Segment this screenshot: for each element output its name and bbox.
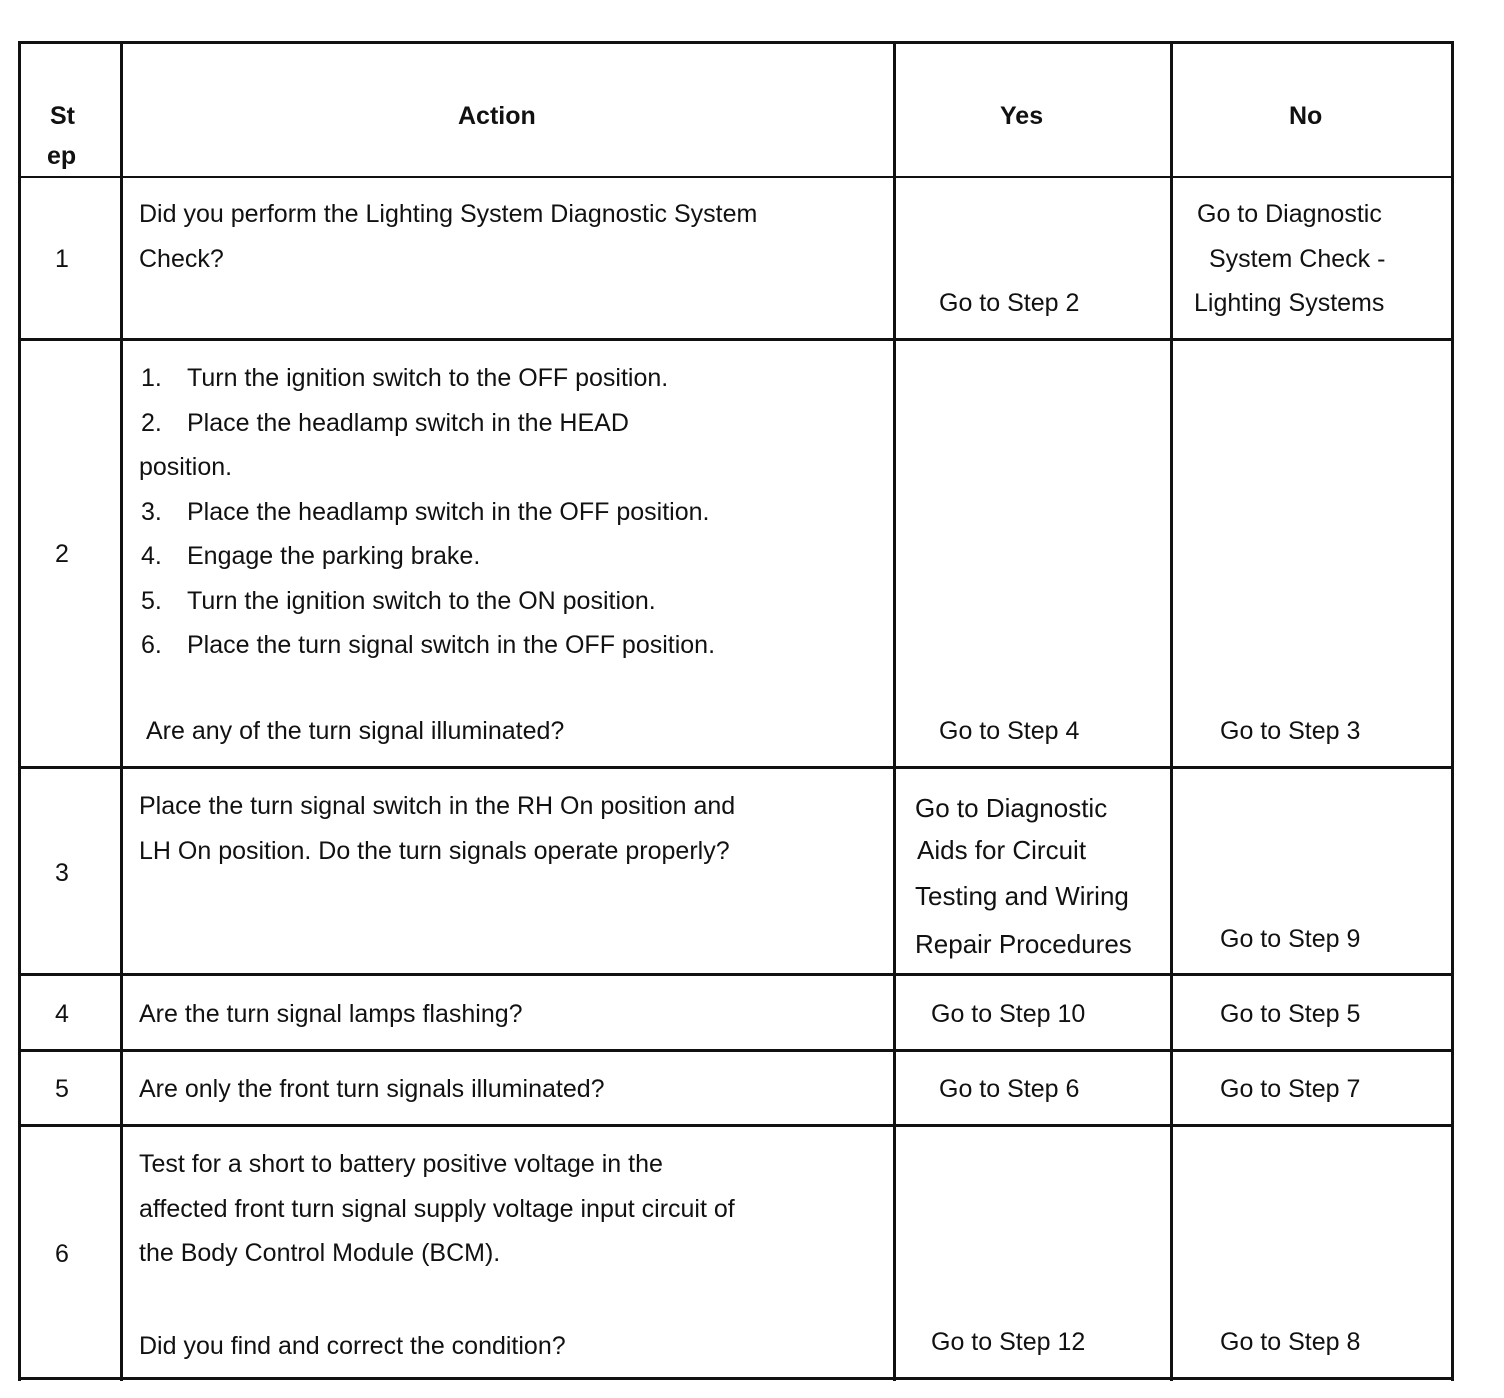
action-text: Are only the front turn signals illuminated? (139, 1075, 605, 1103)
row-divider (18, 1049, 1454, 1052)
question-text: Are any of the turn signal illuminated? (146, 717, 565, 745)
list-item: position. (139, 453, 233, 481)
yes-link[interactable]: Go to Step 2 (939, 289, 1080, 317)
header-no: No (1289, 102, 1323, 130)
row-divider (18, 176, 1454, 178)
header-yes: Yes (1000, 102, 1044, 130)
no-link[interactable]: Go to Step 8 (1220, 1328, 1361, 1356)
list-item: Turn the ignition switch to the OFF position. (187, 364, 669, 392)
yes-link[interactable]: Go to Step 4 (939, 717, 1080, 745)
action-text: Did you perform the Lighting System Diagnostic System (139, 200, 758, 228)
list-item: Place the headlamp switch in the OFF position. (187, 498, 710, 526)
action-text: Check? (139, 245, 224, 273)
step-number: 3 (55, 859, 69, 887)
list-item: Place the headlamp switch in the HEAD (187, 409, 629, 437)
list-item: Turn the ignition switch to the ON position. (187, 587, 656, 615)
step-number: 2 (55, 540, 69, 568)
header-step-line2: ep (47, 142, 77, 170)
no-link[interactable]: System Check - (1209, 245, 1386, 273)
row-divider (18, 973, 1454, 976)
step-number: 1 (55, 245, 69, 273)
table-border-bottom (18, 1377, 1454, 1380)
row-divider (18, 338, 1454, 341)
step-number: 6 (55, 1240, 69, 1268)
step-number: 5 (55, 1075, 69, 1103)
yes-link[interactable]: Testing and Wiring (915, 881, 1129, 911)
table-border-left (18, 41, 21, 1381)
column-divider-yes (1170, 41, 1173, 1381)
list-number: 5. (141, 587, 162, 615)
action-text: Are the turn signal lamps flashing? (139, 1000, 523, 1028)
list-item: Engage the parking brake. (187, 542, 481, 570)
action-text: Test for a short to battery positive voltage in the (139, 1150, 663, 1178)
yes-link[interactable]: Go to Step 10 (931, 1000, 1086, 1028)
no-link[interactable]: Go to Step 9 (1220, 925, 1361, 953)
column-divider-step (120, 41, 123, 1381)
yes-link[interactable]: Go to Step 12 (931, 1328, 1086, 1356)
yes-link[interactable]: Go to Step 6 (939, 1075, 1080, 1103)
no-link[interactable]: Go to Diagnostic (1197, 200, 1382, 228)
action-text: LH On position. Do the turn signals operate properly? (139, 837, 730, 865)
no-link[interactable]: Go to Step 7 (1220, 1075, 1361, 1103)
no-link[interactable]: Go to Step 5 (1220, 1000, 1361, 1028)
question-text: Did you find and correct the condition? (139, 1332, 566, 1360)
action-text: Place the turn signal switch in the RH On position and (139, 792, 736, 820)
list-number: 3. (141, 498, 162, 526)
list-number: 2. (141, 409, 162, 437)
no-link[interactable]: Lighting Systems (1194, 289, 1385, 317)
row-divider (18, 1124, 1454, 1127)
header-step-line1: St (50, 102, 75, 130)
yes-link[interactable]: Go to Diagnostic (915, 793, 1108, 823)
no-link[interactable]: Go to Step 3 (1220, 717, 1361, 745)
row-divider (18, 766, 1454, 769)
list-number: 6. (141, 631, 162, 659)
list-number: 1. (141, 364, 162, 392)
column-divider-action (893, 41, 896, 1381)
action-text: the Body Control Module (BCM). (139, 1239, 501, 1267)
table-border-right (1451, 41, 1454, 1381)
step-number: 4 (55, 1000, 69, 1028)
yes-link[interactable]: Repair Procedures (915, 929, 1132, 959)
table-border-top (18, 41, 1454, 44)
yes-link[interactable]: Aids for Circuit (917, 835, 1087, 865)
action-text: affected front turn signal supply voltage input circuit of (139, 1195, 735, 1223)
list-item: Place the turn signal switch in the OFF position. (187, 631, 716, 659)
header-action: Action (458, 102, 536, 130)
list-number: 4. (141, 542, 162, 570)
